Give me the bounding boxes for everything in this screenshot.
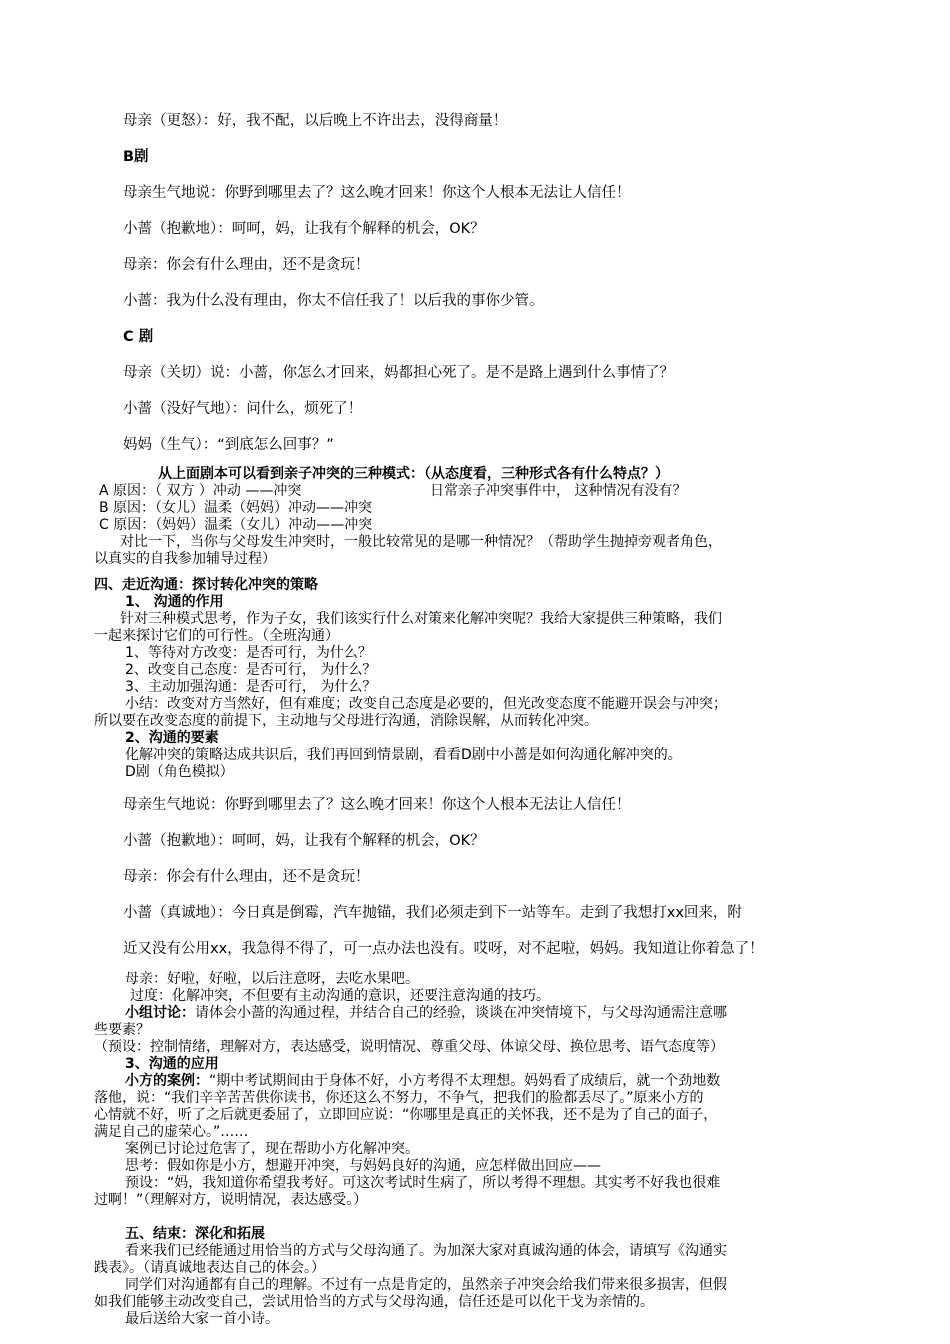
text-line: 以真实的自我参加辅导过程） bbox=[94, 551, 276, 567]
text-line: 1、等待对方改变：是否可行，为什么？ bbox=[125, 645, 372, 661]
discussion-label: 小组讨论： bbox=[125, 1005, 195, 1021]
text-line: 母亲：你会有什么理由，还不是贪玩！ bbox=[123, 257, 370, 273]
text-line: 小结：改变对方当然好，但有难度；改变自己态度是必要的，但光改变态度不能避开误会与冲突； bbox=[125, 696, 727, 712]
text-line: 小蔷（真诚地）：今日真是倒霉，汽车抛锚，我们必须走到下一站等车。走到了我想打xx回来，附 bbox=[123, 905, 742, 921]
text-line: 日常亲子冲突事件中， 这种情况有没有？ bbox=[430, 483, 687, 499]
text-line: 母亲（关切）说：小蔷，你怎么才回来，妈都担心死了。是不是路上遇到什么事情了？ bbox=[123, 365, 674, 381]
text-line: 思考：假如你是小方，想避开冲突，与妈妈良好的沟通，应怎样做出回应—— bbox=[125, 1158, 601, 1174]
case-text: “期中考试期间由于身体不好，小方考得不太理想。妈妈看了成绩后，就一个劲地数 bbox=[209, 1073, 721, 1089]
case-line bbox=[125, 1073, 720, 1090]
text-line: 如我们能够主动改变自己，尝试用恰当的方式与父母沟通，信任还是可以化干戈为亲情的。 bbox=[94, 1294, 654, 1310]
text-line: 过度：化解冲突，不但要有主动沟通的意识，还要注意沟通的技巧。 bbox=[130, 988, 550, 1004]
text-line: 对比一下，当你与父母发生冲突时，一般比较常见的是哪一种情况？（帮助学生抛掉旁观者角色， bbox=[120, 534, 722, 550]
text-line: 小蔷（抱歉地）：呵呵，妈，让我有个解释的机会，OK？ bbox=[123, 833, 485, 849]
subheading: 1、 沟通的作用 bbox=[125, 594, 224, 610]
text-line: C 原因：（妈妈）温柔（女儿）冲动——冲突 bbox=[99, 517, 373, 533]
text-line: 看来我们已经能通过用恰当的方式与父母沟通了。为加深大家对真诚沟通的体会，请填写《沟通实 bbox=[125, 1243, 727, 1259]
subheading: 2、沟通的要素 bbox=[125, 730, 219, 746]
text-line: 同学们对沟通都有自己的理解。不过有一点是肯定的，虽然亲子冲突会给我们带来很多损害，但假 bbox=[125, 1277, 727, 1293]
heading: 五、结束：深化和拓展 bbox=[125, 1226, 265, 1242]
text-line: 一起来探讨它们的可行性。（全班沟通） bbox=[94, 628, 339, 644]
section-label: C 剧 bbox=[123, 329, 154, 345]
text-line: 母亲（更怒）：好，我不配，以后晚上不许出去，没得商量！ bbox=[123, 113, 508, 129]
text-line: 3、主动加强沟通：是否可行， 为什么？ bbox=[125, 679, 377, 695]
text-line: 最后送给大家一首小诗。 bbox=[125, 1311, 279, 1327]
text-line: 小蔷（抱歉地）：呵呵，妈，让我有个解释的机会，OK？ bbox=[123, 221, 485, 237]
discussion-text: 请体会小蔷的沟通过程，并结合自己的经验，谈谈在冲突情境下，与父母沟通需注意哪 bbox=[195, 1005, 727, 1021]
subheading: 3、沟通的应用 bbox=[125, 1056, 219, 1072]
heading: 从上面剧本可以看到亲子冲突的三种模式：（从态度看，三种形式各有什么特点？） bbox=[158, 466, 669, 482]
text-line: 落他，说：“我们辛辛苦苦供你读书，你还这么不努力，不争气，把我们的脸都丢尽了。”原来小方的 bbox=[94, 1090, 704, 1106]
text-line: 母亲：好啦，好啦，以后注意呀，去吃水果吧。 bbox=[125, 971, 419, 987]
text-line: 小蔷（没好气地）：问什么，烦死了！ bbox=[123, 401, 363, 417]
heading: 四、走近沟通：探讨转化冲突的策略 bbox=[94, 577, 318, 593]
text-line: 心情就不好，听了之后就更委屈了，立即回应说：“你哪里是真正的关怀我，还不是为了自己的面子， bbox=[94, 1107, 718, 1123]
text-line: B 原因：（女儿）温柔（妈妈）冲动——冲突 bbox=[99, 500, 373, 516]
text-line: 小蔷：我为什么没有理由，你太不信任我了！以后我的事你少管。 bbox=[123, 293, 544, 309]
section-label: B剧 bbox=[123, 149, 149, 165]
text-line: 案例已讨论过危害了，现在帮助小方化解冲突。 bbox=[125, 1141, 419, 1157]
text-line: 母亲生气地说：你野到哪里去了？这么晚才回来！你这个人根本无法让人信任！ bbox=[123, 797, 631, 813]
text-line: 近又没有公用xx，我急得不得了，可一点办法也没有。哎呀，对不起啦，妈妈。我知道让你着急了！ bbox=[123, 941, 764, 957]
text-line: 母亲生气地说：你野到哪里去了？这么晚才回来！你这个人根本无法让人信任！ bbox=[123, 185, 631, 201]
text-line: 母亲：你会有什么理由，还不是贪玩！ bbox=[123, 869, 370, 885]
text-line: （预设：控制情绪，理解对方，表达感受，说明情况、尊重父母、体谅父母、换位思考、语气态度等） bbox=[94, 1039, 724, 1055]
text-line: 些要素？ bbox=[94, 1022, 150, 1038]
case-label: 小方的案例： bbox=[125, 1073, 209, 1089]
text-line: 妈妈（生气）：“到底怎么回事？” bbox=[123, 437, 334, 453]
text-line: 2、改变自己态度：是否可行， 为什么？ bbox=[125, 662, 377, 678]
text-line: 践表》。（请真诚地表达自己的体会。） bbox=[94, 1260, 325, 1276]
text-line: D剧（角色模拟） bbox=[125, 764, 234, 780]
text-line: 预设：“妈，我知道你希望我考好。可这次考试时生病了，所以考得不理想。其实考不好我也很难 bbox=[125, 1175, 721, 1191]
text-line: 过啊！”（理解对方，说明情况，表达感受。） bbox=[94, 1192, 368, 1208]
text-line: A 原因：（ 双方 ）冲动 ——冲突 bbox=[99, 483, 302, 499]
text-line: 所以要在改变态度的前提下，主动地与父母进行沟通，消除误解，从而转化冲突。 bbox=[94, 713, 598, 729]
text-line: 化解冲突的策略达成共识后，我们再回到情景剧，看看D剧中小蔷是如何沟通化解冲突的。 bbox=[125, 747, 682, 763]
text-line: 针对三种模式思考，作为子女，我们该实行什么对策来化解冲突呢？我给大家提供三种策略，我们 bbox=[120, 611, 722, 627]
discussion-line bbox=[125, 1005, 727, 1022]
text-line: 满足自己的虚荣心。”…… bbox=[94, 1124, 249, 1140]
